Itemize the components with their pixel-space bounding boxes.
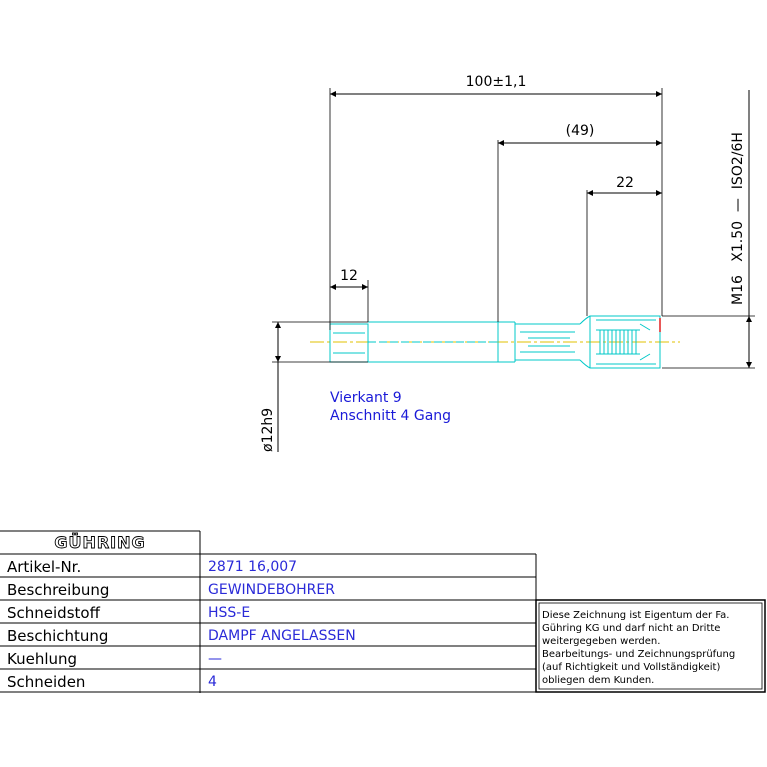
disclaimer-line: Diese Zeichnung ist Eigentum der Fa. (542, 610, 730, 621)
label-schneidstoff: Schneidstoff (7, 604, 100, 622)
disclaimer-line: weitergegeben werden. (542, 636, 661, 647)
label-schneiden: Schneiden (7, 673, 86, 691)
label-kuehlung: Kuehlung (7, 650, 78, 668)
value-schneiden: 4 (208, 674, 217, 690)
label-beschreibung: Beschreibung (7, 581, 110, 599)
value-schneidstoff: HSS-E (208, 605, 251, 621)
note-anschnitt: Anschnitt 4 Gang (330, 408, 452, 424)
disclaimer-line: Gühring KG und darf nicht an Dritte (542, 623, 721, 634)
value-beschreibung: GEWINDEBOHRER (208, 582, 335, 598)
disclaimer-line: obliegen dem Kunden. (542, 675, 655, 686)
note-vierkant: Vierkant 9 (330, 390, 402, 406)
disclaimer-line: Bearbeitungs- und Zeichnungsprüfung (542, 649, 736, 660)
dim-thread-text: 22 (616, 175, 634, 191)
value-artikel-nr: 2871 16,007 (208, 559, 298, 575)
disclaimer-line: (auf Richtigkeit und Vollständigkeit) (542, 662, 721, 673)
dim-diameter-text: ø12h9 (260, 407, 276, 452)
extension-lines (272, 88, 755, 368)
dim-total-text: 100±1,1 (465, 74, 527, 90)
guehring-logo: GÜHRING (54, 533, 146, 552)
dim-thread-spec-text: M16 X1.50 — ISO2/6H (730, 132, 746, 305)
label-beschichtung: Beschichtung (7, 627, 109, 645)
label-artikel-nr: Artikel-Nr. (7, 558, 82, 576)
value-kuehlung: — (208, 651, 222, 667)
dim-shank-text: (49) (565, 123, 595, 139)
dim-square-text: 12 (340, 268, 358, 284)
value-beschichtung: DAMPF ANGELASSEN (208, 628, 356, 644)
